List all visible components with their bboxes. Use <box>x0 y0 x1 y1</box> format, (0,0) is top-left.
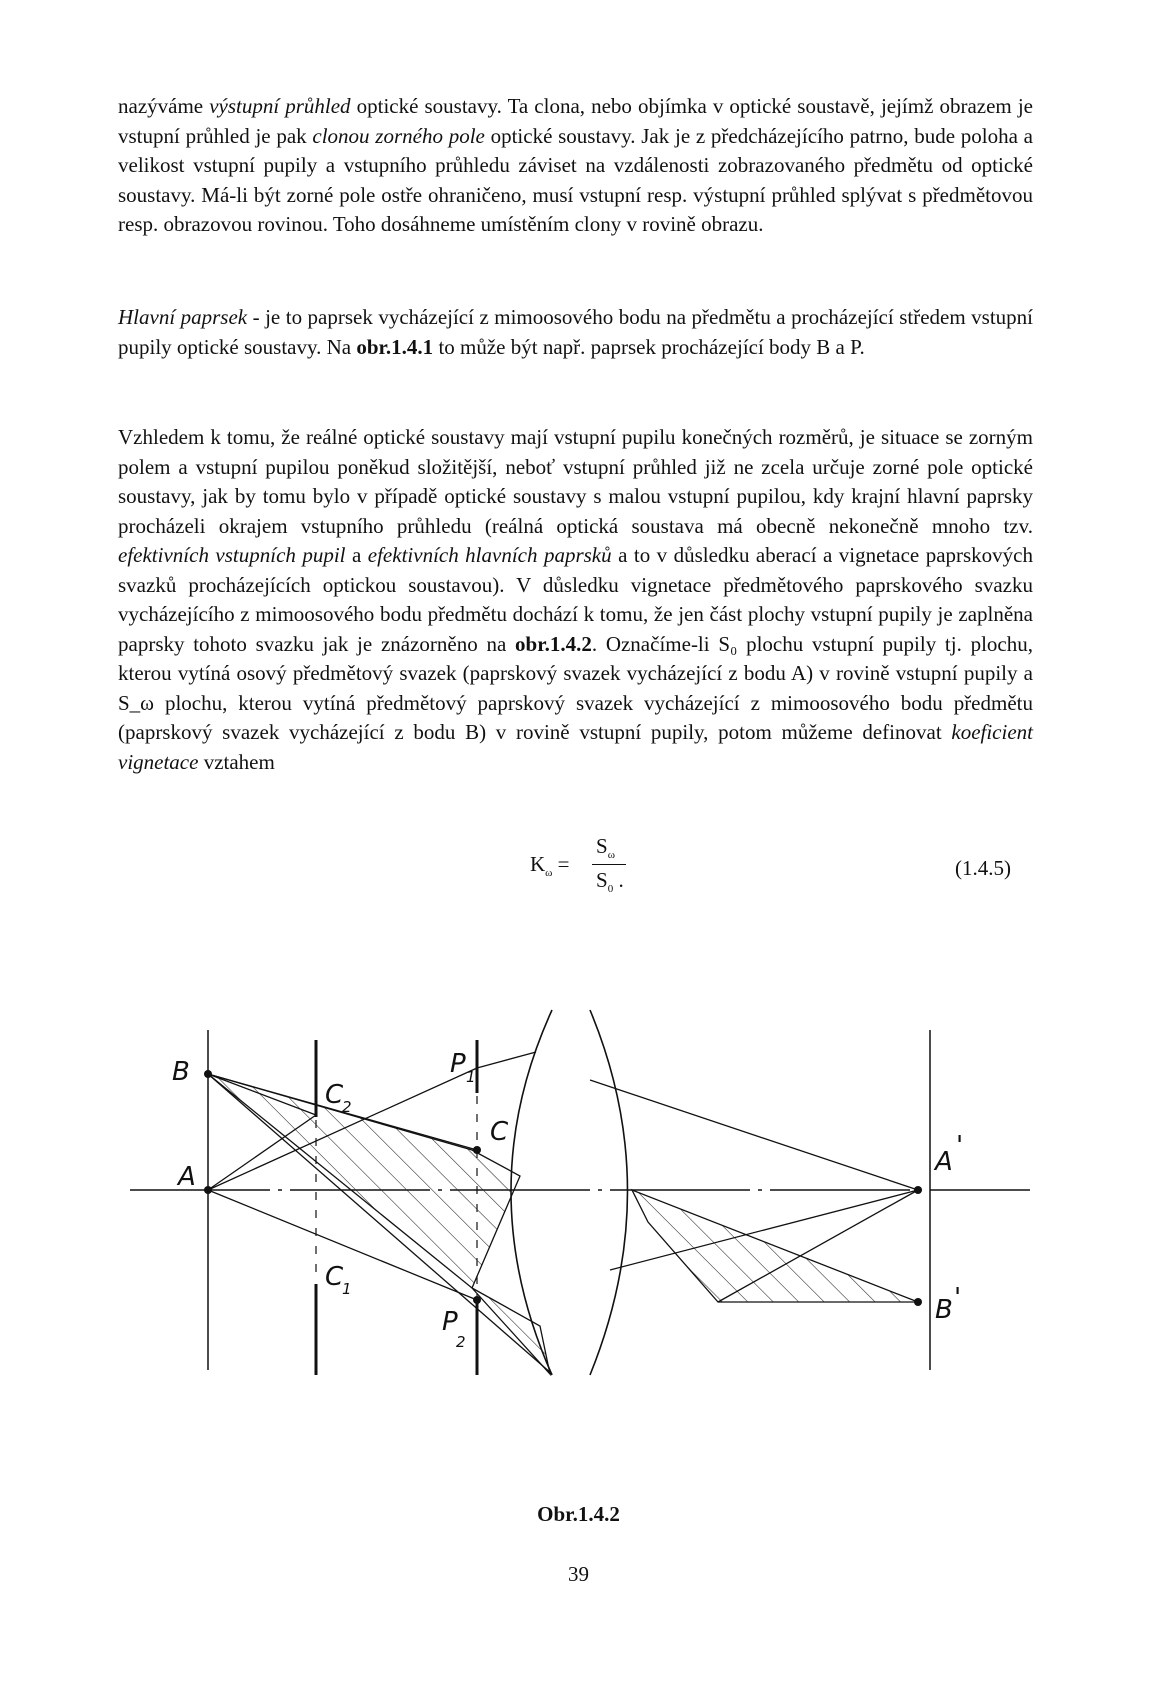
p3-run-8: vztahem <box>198 749 275 774</box>
vignetting-diagram <box>120 980 1040 1500</box>
label-b-prime: B <box>935 1295 953 1325</box>
label-p1-sub: 1 <box>466 1068 476 1086</box>
equation-vignetting-coefficient <box>530 834 670 914</box>
hatched-object-beam <box>208 1074 520 1288</box>
label-p1: P <box>450 1049 466 1079</box>
page-number: 39 <box>568 1562 589 1586</box>
label-a-prime: A <box>935 1147 953 1177</box>
p1-run-0: nazýváme <box>118 94 210 118</box>
label-c1-sub: 1 <box>342 1280 352 1298</box>
label-b-prime-mark: ' <box>954 1283 962 1313</box>
p1-run-3: clonou zorného pole <box>312 123 485 148</box>
label-c: C <box>490 1117 509 1147</box>
paragraph-vignetting <box>118 423 1033 777</box>
p3-run-5: obr.1.4.2 <box>515 631 592 656</box>
lens-right <box>590 1010 628 1375</box>
p1-run-4: optické soustavy. Jak je z předcházejícího patrno, bude poloha a velikost vstupní pupily a vstupního průhledu záviset na vzdálenosti zobrazovaného předmětu od optické soustavy. Má-li být zorné pole ostře ohraničeno, musí vstupní resp. výstupní průhled splývat s předmětovou resp. obrazovou rovinou. Toho dosáhneme umístěním clony v rovině obrazu. <box>118 123 1033 236</box>
hatched-object-beam-tail <box>472 1288 550 1374</box>
label-b: B <box>172 1057 190 1087</box>
paragraph-exit-window <box>118 92 1033 240</box>
p3-run-4: a to v důsledku aberací a vignetace paprskových svazků procházejících optickou soustavou). V důsledku vignetace předmětového paprskového svazku vycházejícího z mimoosového bodu předmětu dochází k tomu, že jen část plochy vstupní pupily je zaplněna paprsky tohoto svazku jak je znázorněno na <box>118 543 1033 656</box>
p3-run-7: koeficient vignetace <box>118 720 1033 774</box>
p1-run-2: optické soustavy. Ta clona, nebo objímka v optické soustavě, jejímž obrazem je vstupní průhled je pak <box>118 94 1033 148</box>
p3-run-2: a <box>345 543 368 567</box>
p3-run-3: efektivních hlavních paprsků <box>367 543 612 567</box>
label-a-prime-mark: ' <box>956 1131 964 1161</box>
p2-run-3: to může být např. paprsek procházející body B a P. <box>433 334 865 359</box>
equation-denominator: $S_0$ . <box>596 868 624 896</box>
p2-run-2: obr.1.4.1 <box>356 334 434 359</box>
p3-run-1: efektivních vstupních pupil <box>118 543 346 567</box>
label-c2-sub: 2 <box>342 1098 352 1116</box>
label-a: A <box>178 1162 196 1192</box>
figure-caption: Obr.1.4.2 <box>537 1502 620 1526</box>
label-p2-sub: 2 <box>456 1333 466 1351</box>
p2-run-0: Hlavní paprsek <box>118 305 248 329</box>
paragraph-chief-ray <box>118 303 1033 362</box>
fraction-bar <box>592 864 626 865</box>
label-p2: P <box>442 1307 458 1337</box>
equation-numerator: $S_\omega$ <box>596 834 615 862</box>
hatched-image-beam <box>632 1190 918 1302</box>
p1-run-1: výstupní průhled <box>209 94 351 118</box>
equation-number: (1.4.5) <box>955 856 1011 880</box>
p3-run-6: . Označíme-li S₀ plochu vstupní pupily tj. plochu, kterou vytíná osový předmětový svazek (paprskový svazek vycházející z bodu A) v rovině vstupní pupily a S_ω plochu, kterou vytíná předmětový paprskový svazek vycházející z mimoosového bodu předmětu (paprskový svazek vycházející z bodu B) v rovině vstupní pupily, potom můžeme definovat <box>118 631 1033 744</box>
label-c2: C <box>325 1080 344 1110</box>
p2-run-1: - je to paprsek vycházející z mimoosového bodu na předmětu a procházející středem vstupní pupily optické soustavy. Na <box>118 305 1033 359</box>
equation-lhs: $K_\omega$ = <box>530 852 570 880</box>
label-c1: C <box>325 1262 344 1292</box>
p3-run-0: Vzhledem k tomu, že reálné optické soustavy mají vstupní pupilu konečných rozměrů, je situace se zorným polem a vstupní pupilou poněkud složitější, neboť vstupní průhled již ne zcela určuje zorné pole optické soustavy, jak by tomu bylo v případě optické soustavy s malou vstupní pupilou, kdy krajní hlavní paprsky procházeli okrajem vstupního průhledu (reálná optická soustava má obecně nekonečně mnoho tzv. <box>118 425 1033 538</box>
